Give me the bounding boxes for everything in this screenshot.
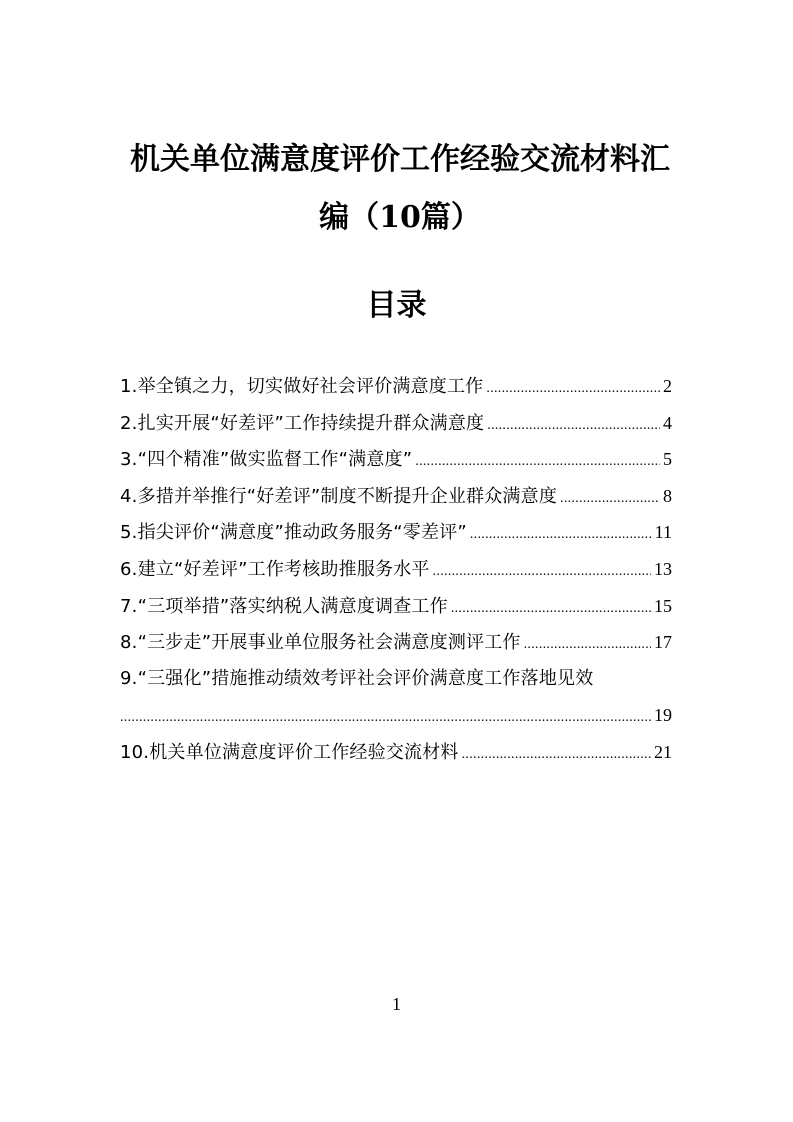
toc-entry-1[interactable]	[120, 368, 672, 405]
toc-entry-text: 2.扎实开展“好差评”工作持续提升群众满意度	[120, 412, 485, 434]
document-title-line-2: 编（10篇）	[319, 200, 481, 235]
toc-dot-leader	[487, 408, 660, 445]
toc-dot-leader	[560, 481, 660, 518]
toc-heading: 目录	[366, 288, 427, 323]
page-number: 1	[392, 994, 401, 1014]
toc-dot-leader	[486, 371, 660, 408]
toc-entry-text: 9.“三强化”措施推动绩效考评社会评价满意度工作落地见效	[120, 667, 594, 689]
toc-entry-text: 10.机关单位满意度评价工作经验交流材料	[120, 741, 459, 763]
document-title-line-1: 机关单位满意度评价工作经验交流材料汇	[130, 142, 670, 177]
toc-dot-leader	[415, 444, 660, 481]
toc-entry-page: 2	[663, 376, 672, 396]
toc-entry-page: 21	[654, 741, 672, 762]
toc-entry-9-line-2	[120, 697, 672, 734]
toc-entry-8[interactable]	[120, 624, 672, 661]
toc-entry-text: 4.多措并举推行“好差评”制度不断提升企业群众满意度	[120, 485, 558, 507]
toc-entry-page: 13	[654, 558, 672, 579]
table-of-contents	[120, 368, 672, 771]
toc-entry-3[interactable]	[120, 441, 672, 478]
toc-entry-text: 5.指尖评价“满意度”推动政务服务“零差评”	[120, 522, 467, 544]
toc-entry-page: 15	[654, 595, 672, 616]
toc-entry-page: 19	[654, 705, 672, 726]
toc-entry-text: 6.建立“好差评”工作考核助推服务水平	[120, 558, 430, 580]
toc-entry-text: 7.“三项举措”落实纳税人满意度调查工作	[120, 595, 448, 617]
toc-entry-6[interactable]	[120, 551, 672, 588]
toc-dot-leader	[120, 700, 651, 737]
toc-entry-page: 4	[663, 412, 672, 433]
toc-dot-leader	[524, 627, 651, 664]
toc-entry-4[interactable]	[120, 478, 672, 515]
toc-entry-9-line-1	[120, 661, 672, 698]
toc-entry-page: 11	[654, 522, 672, 543]
toc-entry-5[interactable]	[120, 514, 672, 551]
toc-entry-page: 8	[663, 485, 672, 506]
toc-entry-page: 5	[663, 449, 672, 470]
toc-entry-text: 3.“四个精准”做实监督工作“满意度”	[120, 449, 413, 471]
toc-dot-leader	[470, 517, 652, 554]
toc-dot-leader	[451, 591, 651, 628]
toc-entry-9[interactable]	[120, 661, 672, 734]
toc-dot-leader	[462, 737, 651, 774]
toc-entry-text: 1.举全镇之力，切实做好社会评价满意度工作	[120, 376, 484, 397]
toc-entry-page: 17	[654, 632, 672, 653]
toc-dot-leader	[433, 554, 651, 591]
toc-entry-2[interactable]	[120, 405, 672, 442]
toc-entry-text: 8.“三步走”开展事业单位服务社会满意度测评工作	[120, 632, 521, 654]
toc-entry-7[interactable]	[120, 588, 672, 625]
toc-entry-10[interactable]	[120, 734, 672, 771]
